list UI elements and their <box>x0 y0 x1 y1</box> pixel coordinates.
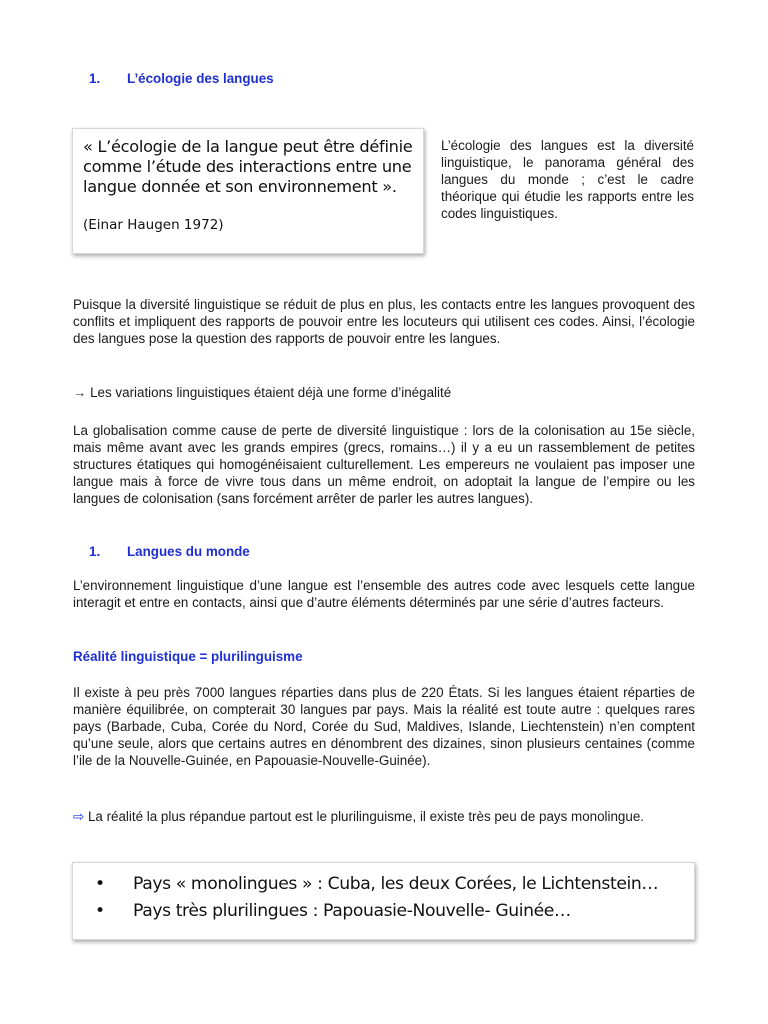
bullet-dot-icon: • <box>95 874 105 894</box>
quote-author: (Einar Haugen 1972) <box>83 217 224 233</box>
subheading-plurilinguisme: Réalité linguistique = plurilinguisme <box>73 649 303 664</box>
bullet-dot-icon: • <box>95 901 105 921</box>
section-title: L’écologie des langues <box>127 71 274 86</box>
section-number: 1. <box>89 544 101 559</box>
bullet-text: Pays « monolingues » : Cuba, les deux Corées, le Lichtenstein… <box>133 874 659 894</box>
section-number: 1. <box>89 71 101 86</box>
bullet-item <box>95 871 694 898</box>
quote-text: « L’écologie de la langue peut être définie comme l’étude des interactions entre une langue donnée et son environnement ». <box>83 137 413 196</box>
arrow-note <box>73 384 695 401</box>
bullet-box <box>72 862 695 940</box>
section-heading-langues-du-monde <box>89 543 250 560</box>
right-arrow-icon: → <box>73 385 87 400</box>
conclusion-note <box>73 808 695 825</box>
definition-paragraph: L’écologie des langues est la diversité linguistique, le panorama général des langues du monde ; c’est le cadre théorique qui étudie les rapports entre les codes linguistiques. <box>441 138 694 221</box>
section-heading-ecologie <box>89 70 274 87</box>
paragraph-power-relations: Puisque la diversité linguistique se réduit de plus en plus, les contacts entre les langues provoquent des conflits et impliquent des rapports de pouvoir entre les locuteurs qui utilisent ces codes. Ainsi, l’écologie des langues pose la question des rapports de pouvoir entre les langues. <box>73 297 695 346</box>
section-title: Langues du monde <box>127 544 250 559</box>
paragraph-environment: L’environnement linguistique d’une langue est l’ensemble des autres code avec lesquels cette langue interagit et entre en contacts, ainsi que d’autre éléments déterminés par une série d’autres facteurs. <box>73 578 695 610</box>
paragraph-globalisation: La globalisation comme cause de perte de diversité linguistique : lors de la colonisation au 15e siècle, mais même avant avec les grands empires (grecs, romains…) il y a eu un rassemblement de petites structures étatiques qui homogénéisaient culturellement. Les empereurs ne voulaient pas imposer une langue mais à force de vivre tous dans un même endroit, on adoptait la langue de l’empire ou les langues de colonisation (sans forcément arrêter de parler les autres langues). <box>73 423 695 506</box>
bullet-item <box>95 898 694 925</box>
conclusion-text: La réalité la plus répandue partout est le plurilinguisme, il existe très peu de pays monolingue. <box>84 809 644 824</box>
outline-arrow-icon: ⇨ <box>73 809 85 824</box>
paragraph-language-count: Il existe à peu près 7000 langues réparties dans plus de 220 États. Si les langues étaient réparties de manière équilibrée, on compterait 30 langues par pays. Mais la réalité est toute autre : quelques rares pays (Barbade, Cuba, Corée du Nord, Corée du Sud, Maldives, Islande, Liechtenstein) n’en comptent qu’une seule, alors que certains autres en dénombrent des dizaines, sinon plusieurs centaines (comme l’ile de la Nouvelle-Guinée, en Papouasie-Nouvelle-Guinée). <box>73 685 695 768</box>
arrow-note-text: Les variations linguistiques étaient déjà une forme d’inégalité <box>86 385 452 400</box>
bullet-text: Pays très plurilingues : Papouasie-Nouvelle- Guinée… <box>133 901 571 921</box>
quote-box <box>72 128 424 254</box>
